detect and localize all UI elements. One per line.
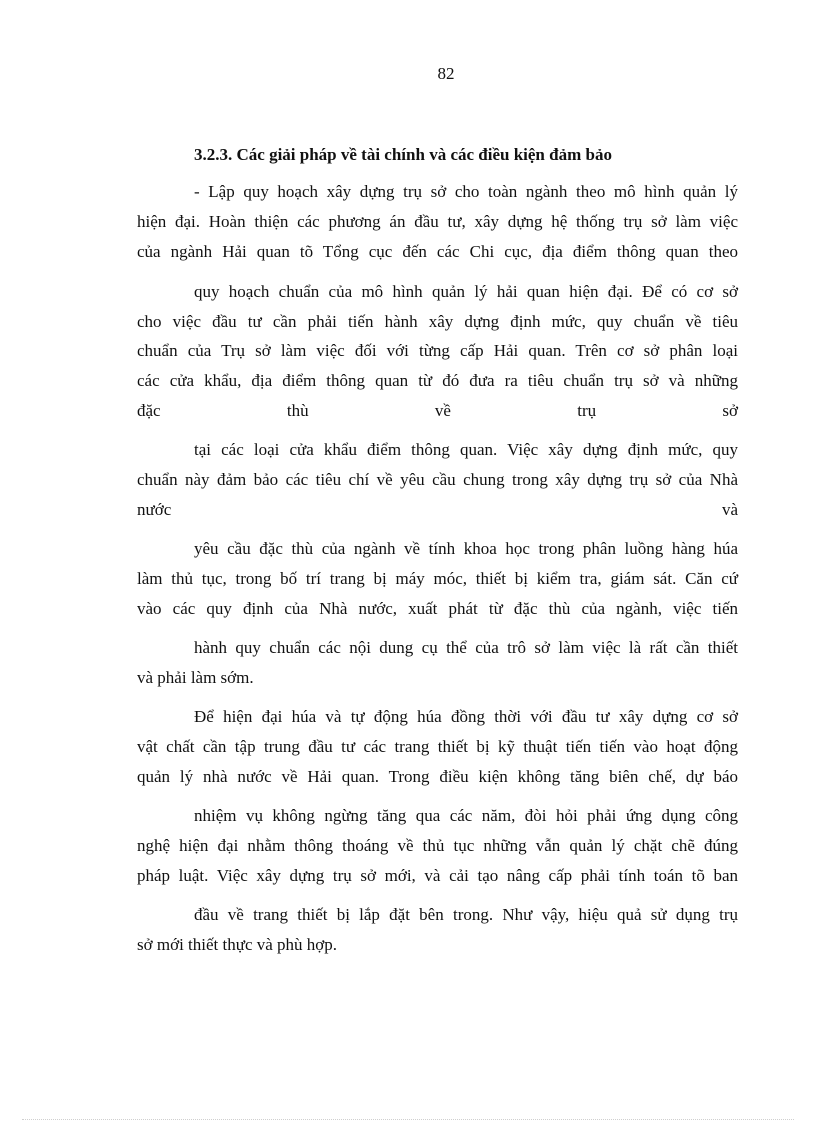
- text-line: sở mới thiết thực và phù hợp.: [137, 935, 338, 954]
- text-line: chuẩn này đảm bảo các tiêu chí về yêu cầu chung trong xây dựng trụ sở của Nhà: [137, 470, 738, 489]
- page-number: 82: [437, 64, 455, 83]
- text-line: tại các loại cửa khẩu điểm thông quan. Việc xây dựng định mức, quy: [194, 440, 738, 459]
- section-heading: 3.2.3. Các giải pháp về tài chính và các điều kiện đảm bảo: [194, 145, 612, 164]
- text-line: hành quy chuẩn các nội dung cụ thể của trô sở làm việc là rất cần thiết: [194, 638, 738, 657]
- text-line: yêu cầu đặc thù của ngành về tính khoa học trong phân luồng hàng húa: [194, 539, 738, 558]
- text-line: đầu về trang thiết bị lắp đặt bên trong. Như vậy, hiệu quả sử dụng trụ: [194, 905, 738, 924]
- text-line: làm thủ tục, trong bố trí trang bị máy móc, thiết bị kiểm tra, giám sát. Căn cứ: [137, 569, 738, 588]
- text-line: hiện đại. Hoàn thiện các phương án đầu tư, xây dựng hệ thống trụ sở làm việc: [137, 212, 738, 231]
- page-bottom-divider: [22, 1119, 794, 1120]
- text-line: của ngành Hải quan tõ Tổng cục đến các Chi cục, địa điểm thông quan theo: [137, 242, 738, 261]
- text-line: đặc thù về trụ sở: [137, 401, 738, 420]
- text-line: nhiệm vụ không ngừng tăng qua các năm, đòi hỏi phải ứng dụng công: [194, 806, 738, 825]
- text-line: chuẩn của Trụ sở làm việc đối với từng cấp Hải quan. Trên cơ sở phân loại: [137, 341, 738, 360]
- text-line: nước và: [137, 500, 738, 519]
- text-line: cho việc đầu tư cần phải tiến hành xây dựng định mức, quy chuẩn về tiêu: [137, 312, 738, 331]
- text-line: quy hoạch chuẩn của mô hình quản lý hải quan hiện đại. Để có cơ sở: [194, 282, 738, 301]
- text-line: Để hiện đại húa và tự động húa đồng thời với đầu tư xây dựng cơ sở: [194, 707, 738, 726]
- text-line: vật chất cần tập trung đầu tư các trang thiết bị kỹ thuật tiến tiến vào hoạt động: [137, 737, 738, 756]
- text-line: vào các quy định của Nhà nước, xuất phát từ đặc thù của ngành, việc tiến: [137, 599, 738, 618]
- text-line: pháp luật. Việc xây dựng trụ sở mới, và cải tạo nâng cấp phải tính toán tõ ban: [137, 866, 738, 885]
- text-line: quản lý nhà nước về Hải quan. Trong điều kiện không tăng biên chế, dự báo: [137, 767, 738, 786]
- text-line: - Lập quy hoạch xây dựng trụ sở cho toàn ngành theo mô hình quản lý: [194, 182, 738, 201]
- text-line: nghệ hiện đại nhằm thông thoáng về thủ tục những vẫn quản lý chặt chẽ đúng: [137, 836, 738, 855]
- text-line: các cửa khẩu, địa điểm thông quan từ đó đưa ra tiêu chuẩn trụ sở và những: [137, 371, 738, 390]
- text-line: và phải làm sớm.: [137, 668, 254, 687]
